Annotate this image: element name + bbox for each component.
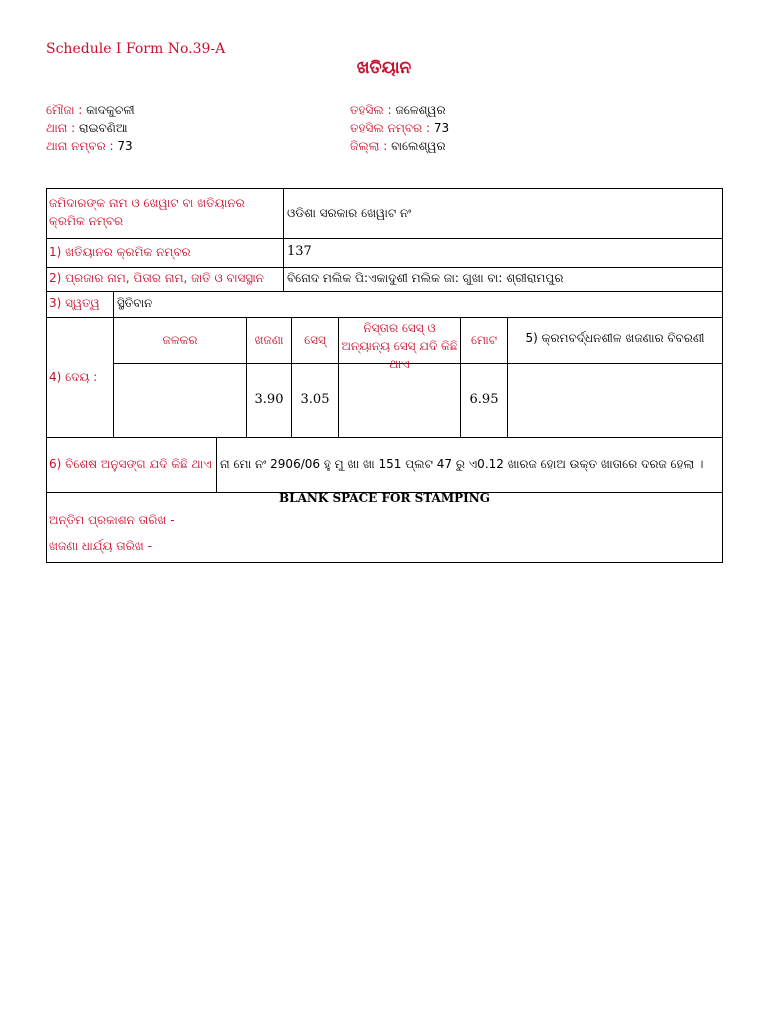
special-value: ନା ମୋ ନଂ 2906/06 ହୁ ମୁ ଖା ଖା 151 ପ୍ଲଟ 47 ରୁ ଏ0.12 ଖାରଜ ହୋଅ ଉକ୍ତ ଖାତାରେ ଦରଜ ହେଲା । xyxy=(220,457,704,471)
column-divider xyxy=(283,188,284,292)
column-divider xyxy=(338,317,339,438)
meta-label: ଥାନା ନମ୍ବର : xyxy=(46,139,114,153)
meta-value: ରାଇବଣିଆ xyxy=(79,121,128,135)
column-divider xyxy=(113,291,114,438)
dues-label: 4) ଦେୟ : xyxy=(49,370,98,384)
meta-tahasil-number xyxy=(350,119,449,137)
other-cess-header: ନିସ୍ତାର ସେସ୍ ଓ ଅନ୍ୟାନ୍ୟ ସେସ୍ ଯଦି କିଛି ଥାଏ xyxy=(341,321,458,371)
final-publication-date: ଅନ୍ତିମ ପ୍ରକାଶନ ତାରିଖ - xyxy=(49,513,175,527)
landlord-value: ଓଡିଶା ସରକାର ଖେୱାଟ ନଂ xyxy=(287,206,412,220)
total-header: ମୋଟ xyxy=(470,333,498,347)
meta-value: 73 xyxy=(117,139,133,153)
meta-value: କାଦକୁଚଳୀ xyxy=(86,103,135,117)
meta-label: ତହସିଲ : xyxy=(350,103,392,117)
tenant-label: 2) ପ୍ରଜାର ନାମ, ପିତାର ନାମ, ଜାତି ଓ ବାସସ୍ଥାନ xyxy=(49,271,264,285)
meta-label: ମୌଜା : xyxy=(46,103,83,117)
khajana-fixation-date: ଖଜଣା ଧାର୍ଯ୍ୟ ତାରିଖ - xyxy=(49,539,152,553)
meta-label: ଜିଲ୍ଲା : xyxy=(350,139,388,153)
water-tax-header: ଜଳକର xyxy=(162,333,198,347)
serial-value: 137 xyxy=(287,244,312,259)
column-divider xyxy=(216,437,217,493)
meta-tahasil xyxy=(350,101,449,119)
meta-label: ଥାନା : xyxy=(46,121,76,135)
row-divider xyxy=(46,238,723,239)
meta-value: 73 xyxy=(433,121,450,135)
row-divider xyxy=(46,437,723,438)
special-label: 6) ବିଶେଷ ଅନୁସଙ୍ଗ ଯଦି କିଛି ଥାଏ xyxy=(49,457,212,471)
khajana-header: ଖଜଣା xyxy=(254,333,284,347)
meta-thana xyxy=(46,119,135,137)
increasing-khajana-header: 5) କ୍ରମବର୍ଦ୍ଧନଶୀଳ ଖଜଣାର ବିବରଣୀ xyxy=(525,331,705,345)
meta-left xyxy=(46,101,135,155)
meta-mouza xyxy=(46,101,135,119)
meta-label: ତହସିଲ ନମ୍ବର : xyxy=(350,121,431,135)
meta-thana-number xyxy=(46,137,135,155)
khatiyan-table xyxy=(46,188,723,563)
table-border xyxy=(46,188,723,189)
right-label: 3) ସ୍ୱତ୍ୱ xyxy=(49,296,100,310)
table-border xyxy=(46,188,47,563)
meta-right xyxy=(350,101,449,155)
row-divider xyxy=(46,291,723,292)
landlord-label: ଜମିଦାରଙ୍କ ନାମ ଓ ଖେୱାଟ ବା ଖତିୟାନର କ୍ରମିକ ନମ୍ବର xyxy=(49,196,245,228)
meta-value: ଜଳେଶ୍ୱର xyxy=(395,103,446,117)
row-divider xyxy=(46,267,723,268)
cess-header: ସେସ୍ xyxy=(304,333,326,347)
meta-district xyxy=(350,137,449,155)
table-border xyxy=(46,562,723,563)
page-title: ଖତିୟାନ xyxy=(356,58,412,78)
meta-value: ବାଲେଶ୍ୱର xyxy=(391,139,446,153)
tenant-value: ବିନୋଦ ମଲିକ ପି:ଏକାଦୁଶୀ ମଲିକ ଜା: ଗୁଖା ବା: ଶ୍ରୀରାମପୁର xyxy=(287,271,564,285)
row-divider xyxy=(46,317,723,318)
cess-value: 3.05 xyxy=(300,392,330,407)
total-value: 6.95 xyxy=(469,392,499,407)
khajana-value: 3.90 xyxy=(254,392,284,407)
right-value: ସ୍ଥିତିବାନ xyxy=(117,296,153,310)
stamp-space-title: BLANK SPACE FOR STAMPING xyxy=(279,491,490,505)
table-border xyxy=(722,188,723,563)
serial-label: 1) ଖତିୟାନର କ୍ରମିକ ନମ୍ବର xyxy=(49,245,191,259)
form-number: Schedule I Form No.39-A xyxy=(46,41,226,57)
